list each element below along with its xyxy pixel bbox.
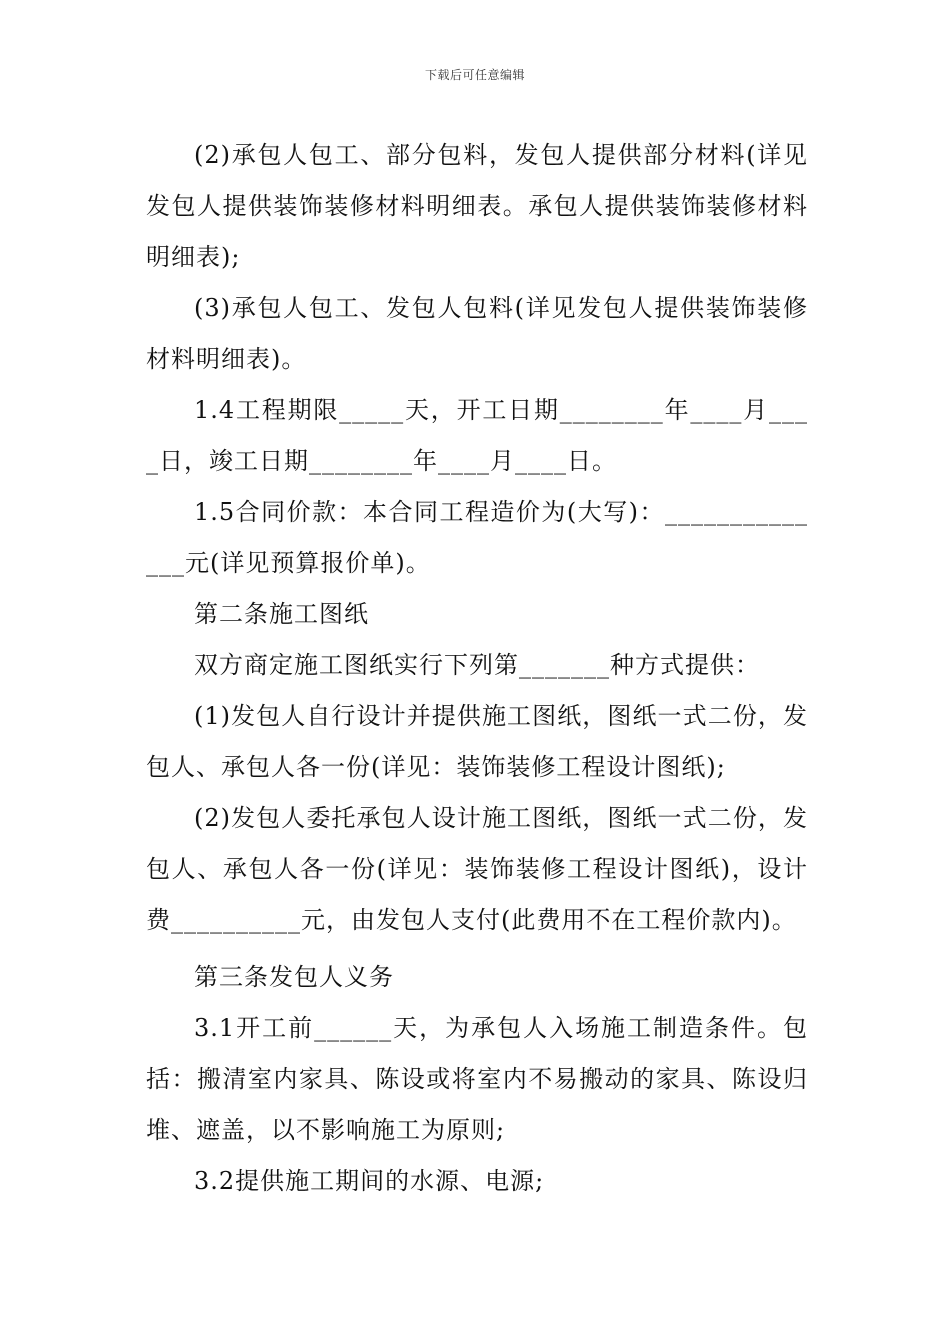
paragraph-3-1: 3.1开工前______天，为承包人入场施工制造条件。包括：搬清室内家具、陈设或将室内不易搬动的家具、陈设归堆、遮盖，以不影响施工为原则;	[146, 1014, 808, 1144]
paragraph-drawings-2: (2)发包人委托承包人设计施工图纸，图纸一式二份，发包人、承包人各一份(详见：装饰装修工程设计图纸)，设计费__________元，由发包人支付(此费用不在工程价款内)。	[146, 804, 808, 934]
paragraph-2-2: (2)承包人包工、部分包料，发包人提供部分材料(详见发包人提供装饰装修材料明细表。承包人提供装饰装修材料明细表);	[146, 141, 808, 271]
paragraph-drawings-1: (1)发包人自行设计并提供施工图纸，图纸一式二份，发包人、承包人各一份(详见：装饰装修工程设计图纸);	[146, 702, 808, 781]
paragraph-2-3: (3)承包人包工、发包人包料(详见发包人提供装饰装修材料明细表)。	[146, 294, 808, 373]
section-heading-3: 第三条发包人义务	[194, 963, 394, 991]
section-heading-2: 第二条施工图纸	[194, 600, 369, 628]
paragraph-1-5: 1.5合同价款：本合同工程造价为(大写)：______________元(详见预算报价单)。	[146, 498, 808, 577]
paragraph-3-2: 3.2提供施工期间的水源、电源;	[194, 1167, 545, 1195]
paragraph-1-4: 1.4工程期限_____天，开工日期________年____月____日，竣工日期________年____月____日。	[146, 396, 808, 475]
paragraph-drawings-method: 双方商定施工图纸实行下列第_______种方式提供：	[194, 651, 760, 679]
page-header: 下载后可任意编辑	[424, 68, 525, 82]
document-body	[146, 130, 808, 1207]
